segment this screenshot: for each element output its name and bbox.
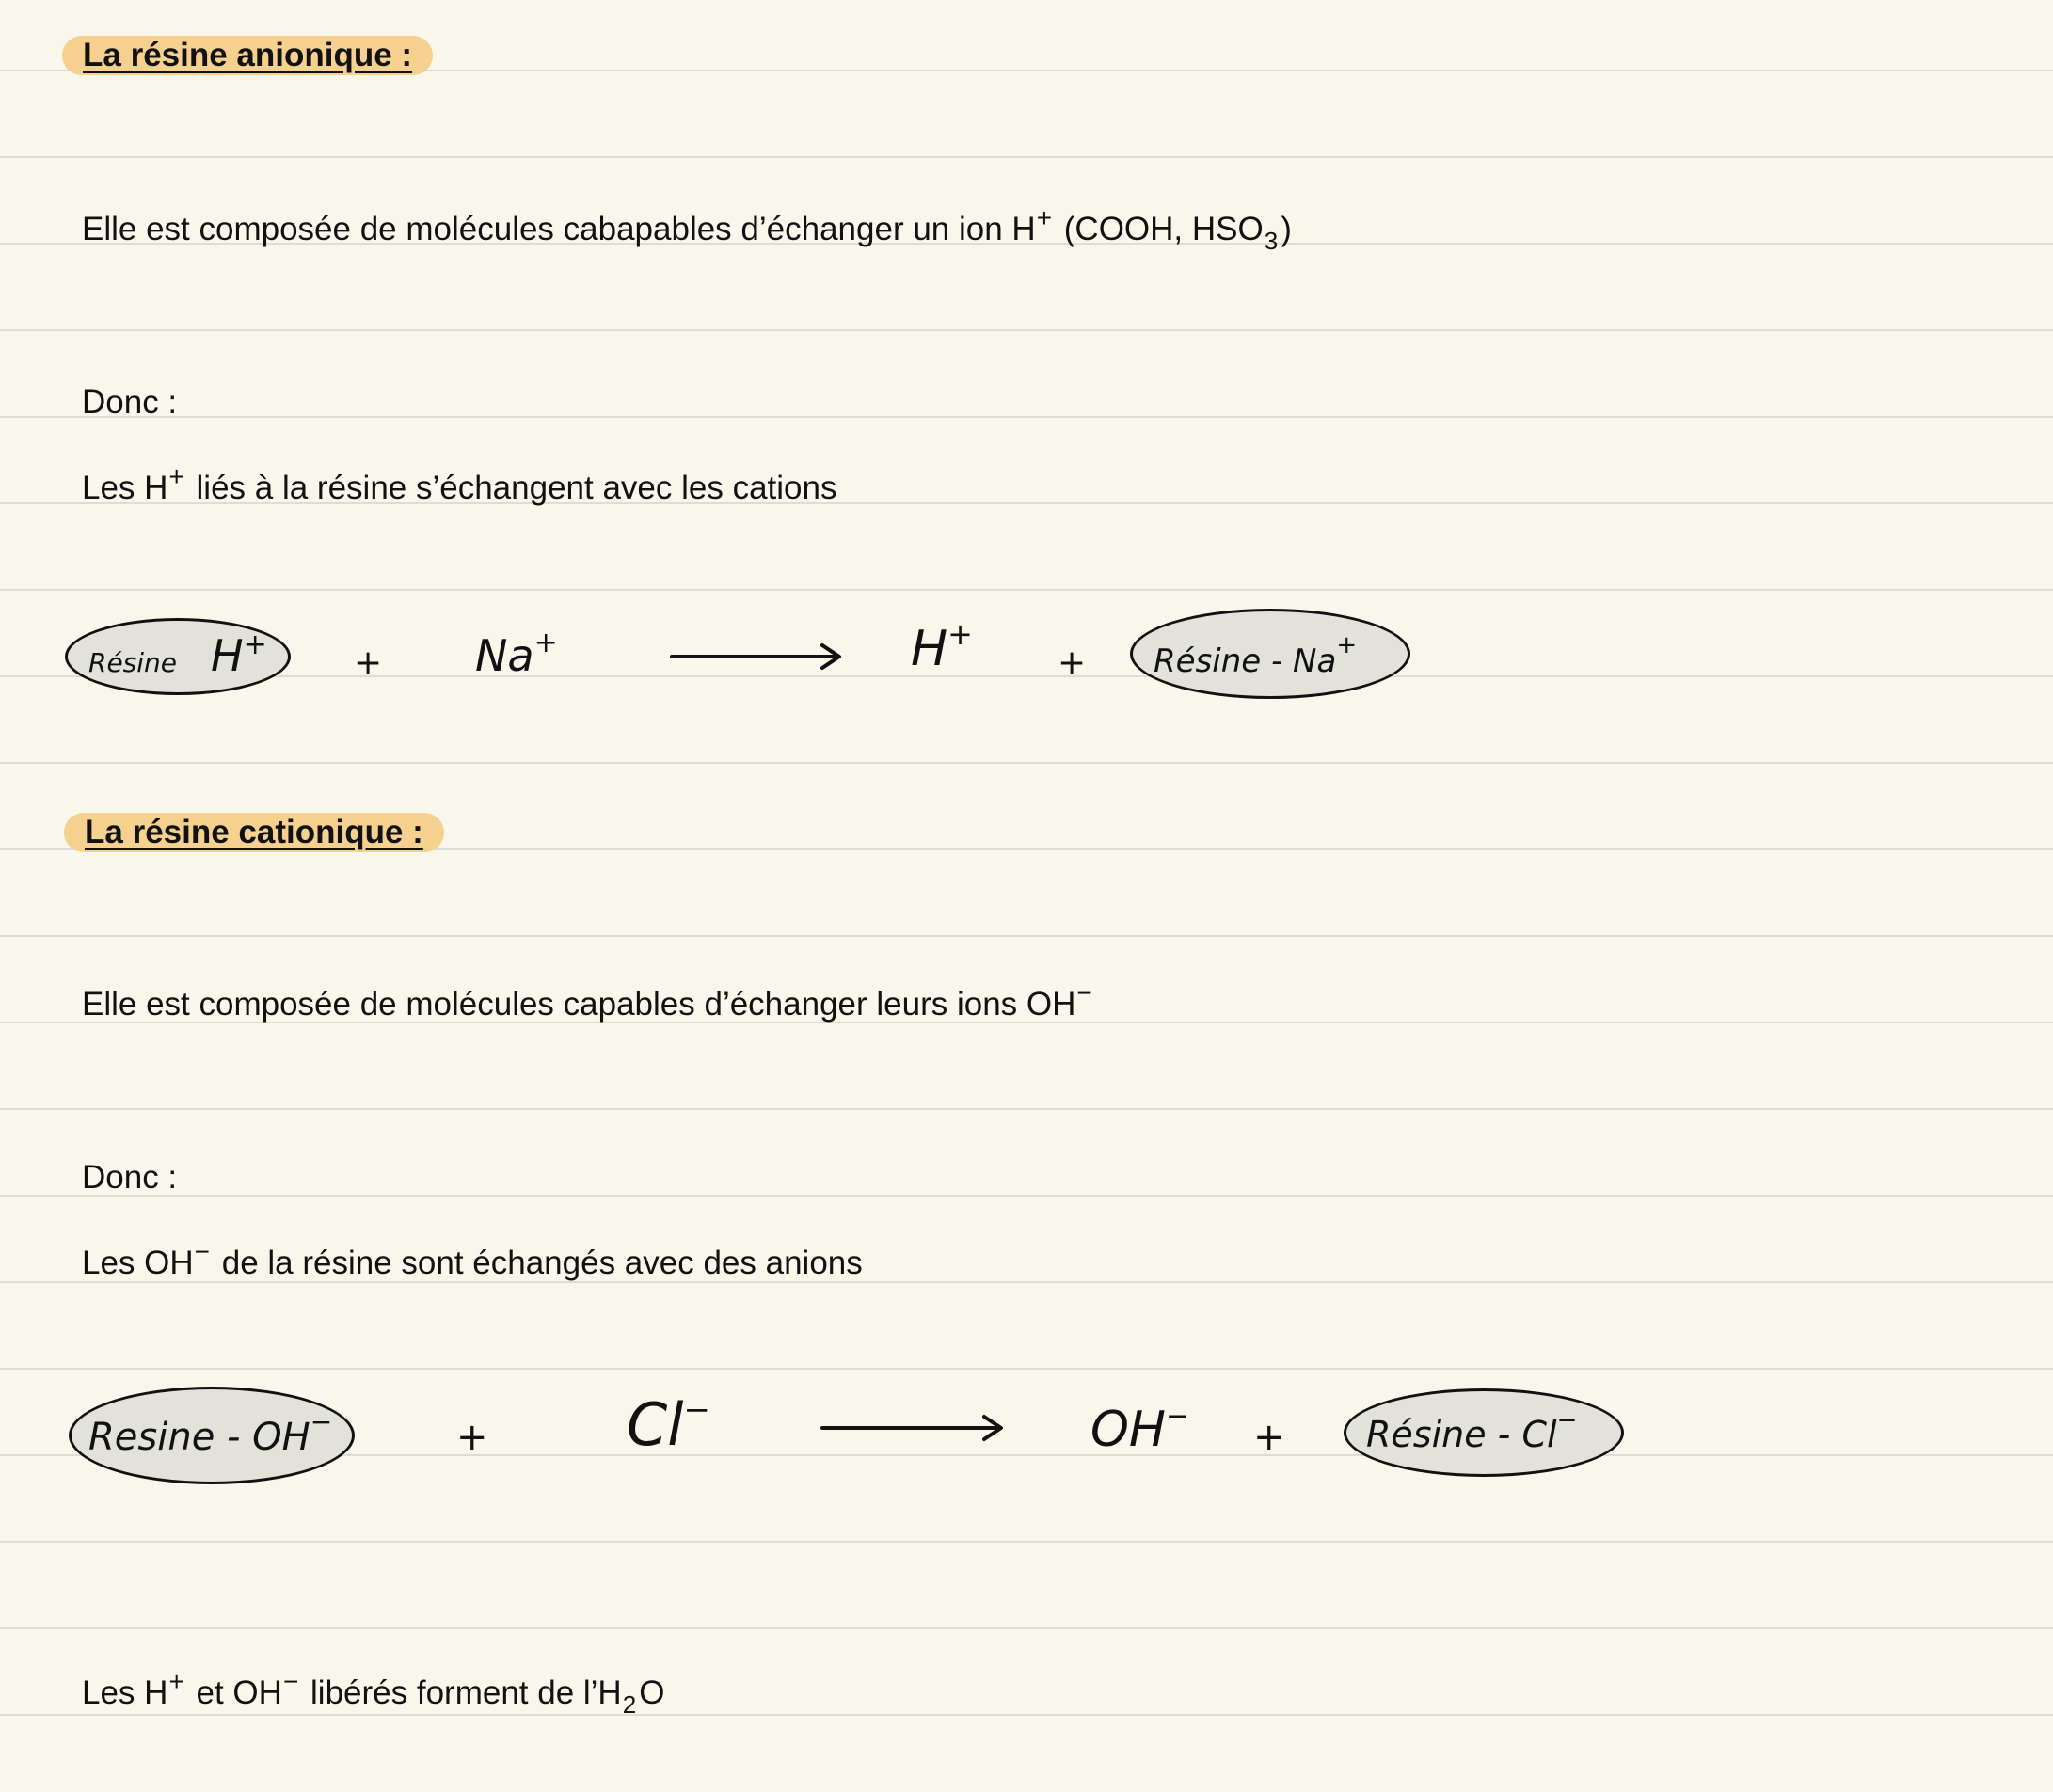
plus-sign: + (1058, 643, 1087, 682)
cl-ion: Cl− (627, 1390, 711, 1459)
resin-oh-label: Resine - OH− (88, 1406, 333, 1459)
cationic-donc: Donc : (82, 1159, 178, 1196)
plus-sign: + (1253, 1416, 1285, 1459)
h-ion-product: H+ (911, 616, 973, 677)
reaction-arrow (670, 642, 843, 672)
oh-ion-product: OH− (1090, 1400, 1190, 1458)
resin-label: Résine (88, 647, 178, 678)
section-heading-anionic: La résine anionique : (62, 36, 433, 75)
anionic-donc: Donc : (82, 384, 178, 420)
resin-h-ion: H+ (211, 628, 267, 681)
resin-cl-label: Résine - Cl− (1366, 1406, 1578, 1455)
cationic-description: Elle est composée de molécules capables d’échanger leurs ions OH− (82, 978, 1092, 1023)
plus-sign: + (354, 643, 383, 682)
reaction-arrow (820, 1412, 1005, 1444)
resin-na-label: Résine - Na+ (1154, 631, 1358, 680)
plus-sign: + (456, 1416, 488, 1459)
cationic-exchange-text: Les OH− de la résine sont échangés avec des anions (82, 1237, 863, 1281)
na-ion: Na+ (475, 626, 558, 681)
conclusion-text: Les H+ et OH− libérés forment de $l’H_2O$ (82, 1667, 665, 1719)
section-heading-cationic: La résine cationique : (64, 813, 444, 852)
anionic-exchange-text: Les H+ liés à la résine s’échangent avec les cations (82, 462, 837, 506)
anionic-description: Elle est composée de molécules cabapables d’échanger un ion H+ (COOH, $HSO_3$) (82, 203, 1292, 255)
